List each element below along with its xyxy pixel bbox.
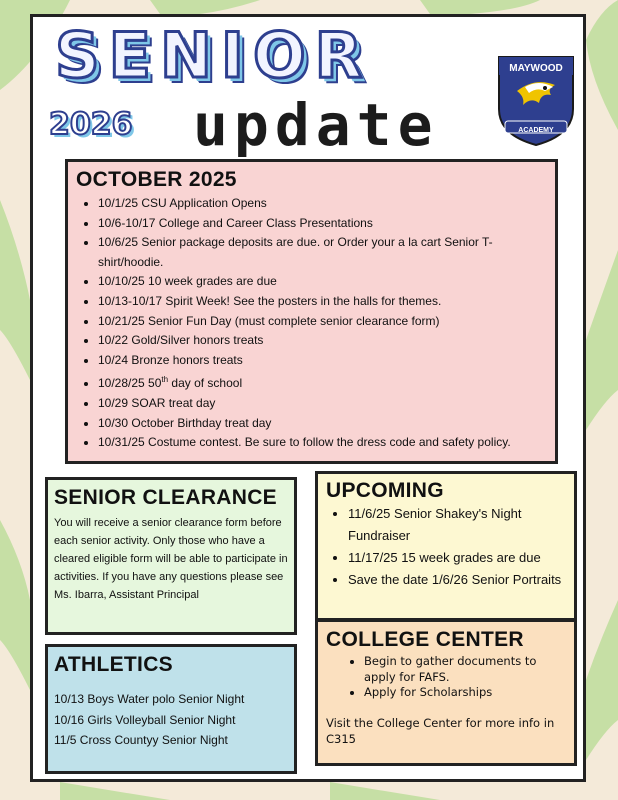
upcoming-heading: UPCOMING — [326, 479, 444, 502]
list-item: • 10/1/25 CSU Application Opens — [98, 194, 545, 214]
list-item: 10/16 Girls Volleyball Senior Night — [54, 712, 236, 727]
list-item: • 10/31/25 Costume contest. Be sure to follow the dress code and safety policy. — [98, 433, 545, 453]
college-heading: COLLEGE CENTER — [326, 628, 524, 651]
list-item: • 10/21/25 Senior Fun Day (must complete senior clearance form) — [98, 312, 545, 332]
october-section — [65, 159, 558, 464]
october-list — [76, 194, 545, 453]
college-center-section — [315, 619, 577, 766]
list-item: • 10/6/25 Senior package deposits are due. or Order your a la cart Senior T-shirt/hoodie. — [98, 233, 545, 272]
october-heading: OCTOBER 2025 — [76, 168, 237, 191]
title-update: update — [193, 91, 439, 159]
clearance-heading: SENIOR CLEARANCE — [54, 486, 277, 509]
list-item: • 11/17/25 15 week grades are due — [348, 547, 566, 569]
athletics-list — [54, 689, 288, 751]
athletics-heading: ATHLETICS — [54, 653, 173, 676]
list-item: • 10/6-10/17 College and Career Class Presentations — [98, 214, 545, 234]
upcoming-section — [315, 471, 577, 621]
list-item-text: day of school — [168, 376, 243, 391]
list-item: 10/13 Boys Water polo Senior Night — [54, 692, 245, 706]
logo-bottom-text: ACADEMY — [518, 127, 554, 134]
title-year: 2026 — [49, 107, 133, 142]
list-item — [98, 370, 545, 394]
clearance-signature: Ms. Ibarra, Assistant Principal — [54, 589, 199, 601]
athletics-section — [45, 644, 297, 774]
logo-top-text: MAYWOOD — [509, 63, 563, 74]
maywood-academy-logo — [495, 51, 577, 147]
list-item: 11/5 Cross Countyy Senior Night — [54, 733, 228, 747]
list-item: • 10/30 October Birthday treat day — [98, 414, 545, 434]
title-senior: SENIOR — [55, 19, 372, 92]
list-item: • Apply for Scholarships — [364, 685, 566, 701]
list-item-text: 10/28/25 50 — [98, 376, 162, 391]
list-item: • Save the date 1/6/26 Senior Portraits — [348, 569, 566, 591]
college-list — [326, 654, 566, 701]
list-item: • 10/22 Gold/Silver honors treats — [98, 331, 545, 351]
flyer-page — [30, 14, 586, 782]
list-item: • 10/10/25 10 week grades are due — [98, 272, 545, 292]
senior-clearance-section — [45, 477, 297, 635]
upcoming-list — [326, 503, 566, 591]
list-item: • 10/29 SOAR treat day — [98, 394, 545, 414]
list-item: • 10/24 Bronze honors treats — [98, 351, 545, 371]
clearance-body: You will receive a senior clearance form before each senior activity. Only those who have a cleared eligible form will be able to participate in activities. If you have any questions please see — [54, 517, 288, 583]
list-item: • 11/6/25 Senior Shakey's Night Fundraiser — [348, 503, 566, 547]
college-note: Visit the College Center for more info in C315 — [326, 715, 555, 746]
ordinal-suffix: th — [161, 375, 169, 385]
list-item: • Begin to gather documents to apply for FAFS. — [364, 654, 566, 685]
list-item: • 10/13-10/17 Spirit Week! See the posters in the halls for themes. — [98, 292, 545, 312]
